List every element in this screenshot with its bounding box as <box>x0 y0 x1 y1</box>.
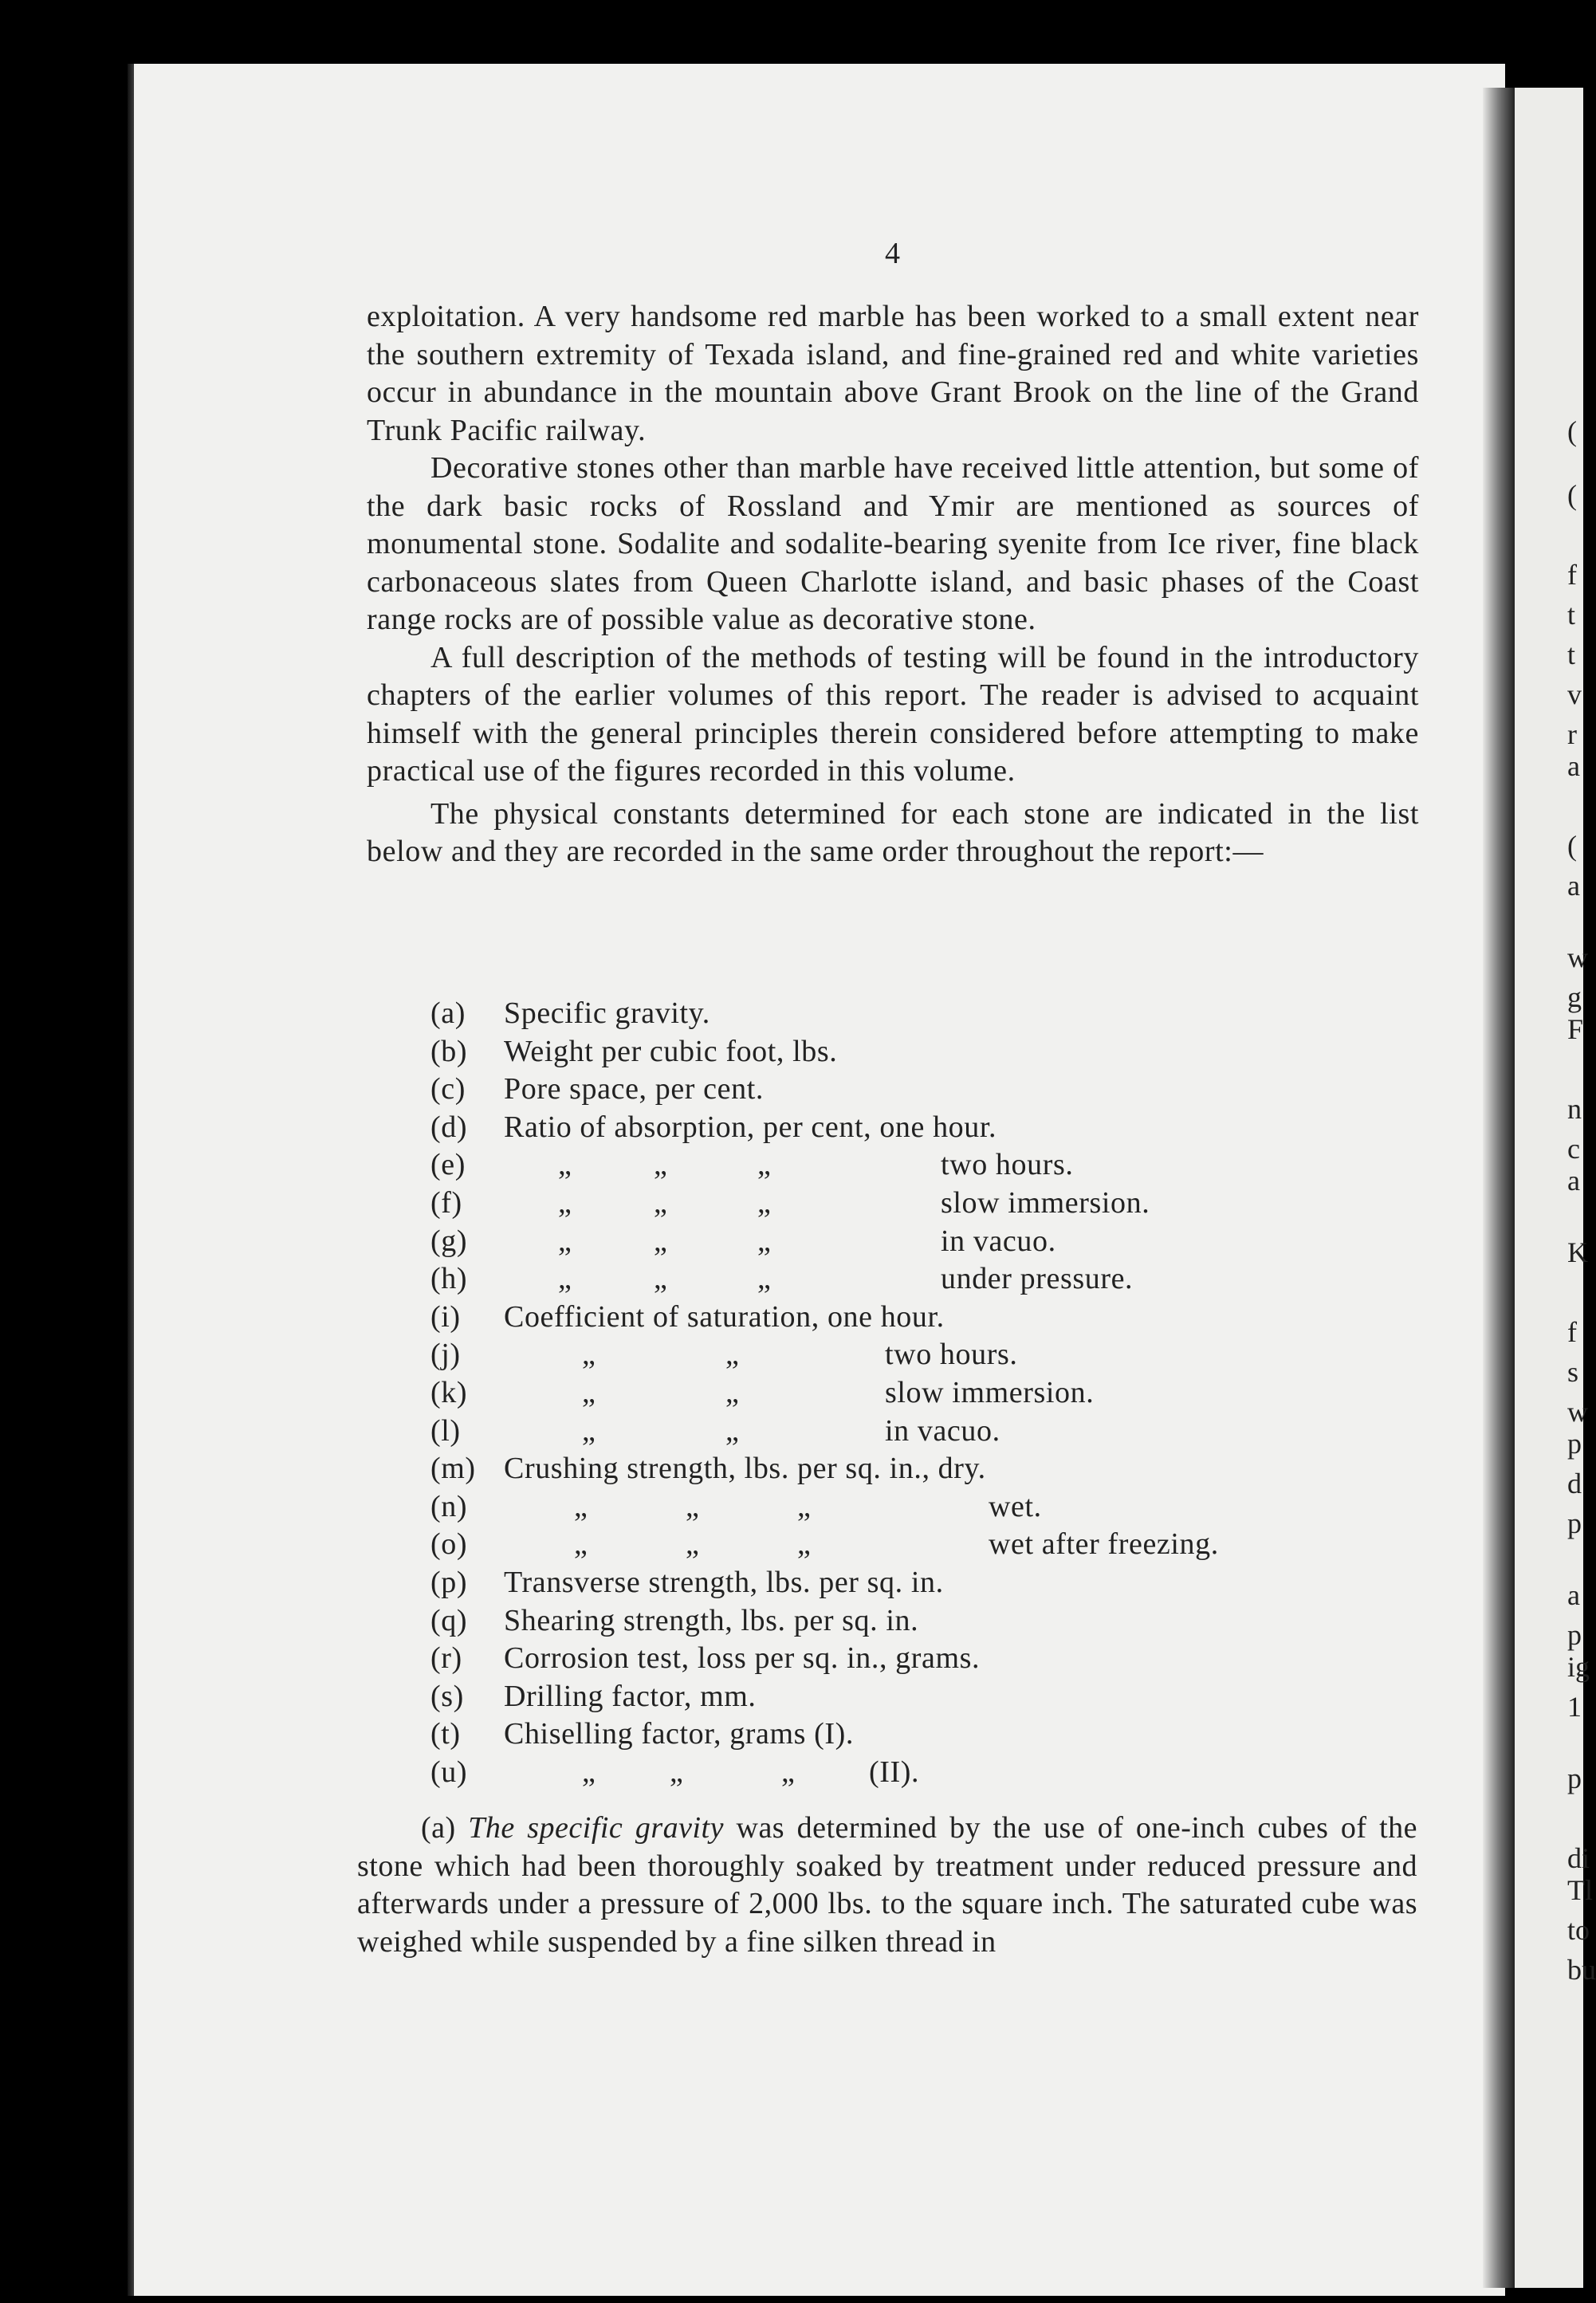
constant-item <box>415 1678 1371 1716</box>
constant-text: Chiselling factor, grams (I). <box>504 1717 855 1751</box>
constant-label: (q) <box>430 1603 468 1637</box>
ditto-mark: „ <box>797 1527 812 1562</box>
facing-page-letter: bu <box>1567 1954 1596 1986</box>
constant-label: (h) <box>430 1262 468 1296</box>
facing-page-letter: f <box>1567 559 1577 591</box>
facing-page-letter: f <box>1567 1316 1577 1348</box>
note-text: was determined by the use of one-inch cubes of the stone which had been thoroughly soaked by treatment under reduced pressure and afterwards under a pressure of 2,000 lbs. to the square inch. The saturated cube was weighed while suspended by a fine silken thread in <box>357 1811 1418 1959</box>
facing-page-letter: p <box>1567 1507 1582 1539</box>
constant-item <box>415 1109 1371 1147</box>
constant-label: (c) <box>430 1072 466 1106</box>
constant-label: (m) <box>430 1452 476 1486</box>
facing-page-letter: ( <box>1567 830 1577 862</box>
constant-label: (p) <box>430 1565 468 1599</box>
facing-page-letter: p <box>1567 1428 1582 1460</box>
paragraph-3: A full description of the methods of testing will be found in the introductory chapters of the earlier volumes of this report. The reader is advised to acquaint himself with the general principles therein considered before attempting to make practical use of the figures recorded in this volume. <box>367 640 1419 788</box>
constant-label: (l) <box>430 1413 461 1448</box>
ditto-mark: „ <box>670 1755 684 1789</box>
ditto-mark: „ <box>558 1224 572 1258</box>
constant-label: (d) <box>430 1110 468 1144</box>
constant-label: (g) <box>430 1224 468 1258</box>
constant-text: slow immersion. <box>941 1185 1150 1220</box>
constant-item <box>415 1450 1371 1488</box>
facing-page-letter: g <box>1567 981 1582 1013</box>
constant-text: Drilling factor, mm. <box>504 1679 757 1713</box>
constant-item <box>415 1071 1371 1109</box>
paragraph-1: exploitation. A very handsome red marble has been worked to a small extent near the southern extremity of Texada island, and fine-grained red and white varieties occur in abundance in the mountain above Grant Brook on the line of the Grand Trunk Pacific railway. <box>367 300 1419 447</box>
note-term: The specific gravity <box>468 1811 724 1845</box>
constant-text: wet after freezing. <box>989 1527 1219 1562</box>
ditto-mark: „ <box>757 1185 772 1220</box>
constant-label: (e) <box>430 1148 466 1182</box>
ditto-mark: „ <box>757 1148 772 1182</box>
constant-item <box>415 1260 1371 1299</box>
facing-page-letter: r <box>1567 718 1577 750</box>
constant-text: in vacuo. <box>941 1224 1056 1258</box>
constant-text: Shearing strength, lbs. per sq. in. <box>504 1603 919 1637</box>
constant-item <box>415 1640 1371 1678</box>
ditto-mark: „ <box>654 1148 668 1182</box>
constant-item <box>415 1033 1371 1071</box>
constant-label: (o) <box>430 1527 468 1562</box>
constant-item <box>415 1185 1371 1223</box>
facing-page-letter: p <box>1567 1763 1582 1794</box>
ditto-mark: „ <box>582 1338 596 1372</box>
ditto-mark: „ <box>574 1489 588 1523</box>
constant-label: (i) <box>430 1299 461 1334</box>
physical-constants-list <box>415 995 1371 1791</box>
ditto-mark: „ <box>582 1375 596 1409</box>
constant-text: Weight per cubic foot, lbs. <box>504 1034 838 1068</box>
facing-page-letter: w <box>1567 941 1588 973</box>
facing-page-letter: d <box>1567 1468 1582 1499</box>
constant-label: (b) <box>430 1034 468 1068</box>
ditto-mark: „ <box>654 1224 668 1258</box>
facing-page-letter: to <box>1567 1914 1590 1946</box>
facing-page-letter: ig <box>1567 1651 1590 1683</box>
paragraph-2: Decorative stones other than marble have received little attention, but some of the dark basic rocks of Rossland and Ymir are mentioned as sources of monumental stone. Sodalite and sodalite-bearing syenite from Ice river, fine black carbonaceous slates from Queen Charlotte island, and basic phases of the Coast range rocks are of possible value as decorative stone. <box>367 451 1419 636</box>
constant-text: wet. <box>989 1489 1042 1523</box>
facing-page-letter: s <box>1567 1356 1579 1388</box>
constant-item <box>415 1564 1371 1602</box>
constant-item <box>415 1754 1371 1792</box>
constant-text: slow immersion. <box>885 1375 1095 1409</box>
ditto-mark: „ <box>686 1527 700 1562</box>
constant-label: (a) <box>430 996 466 1030</box>
constant-item <box>415 1602 1371 1641</box>
note-label: (a) <box>421 1811 456 1845</box>
facing-page-letter: K <box>1567 1236 1588 1268</box>
ditto-mark: „ <box>781 1755 796 1789</box>
constant-label: (u) <box>430 1755 468 1789</box>
facing-page-letter: t <box>1567 599 1576 631</box>
constant-text: Pore space, per cent. <box>504 1072 764 1106</box>
constant-text: two hours. <box>885 1338 1018 1372</box>
facing-page-letter: a <box>1567 750 1580 782</box>
constant-text: Ratio of absorption, per cent, one hour. <box>504 1110 997 1144</box>
page-number: 4 <box>885 237 900 270</box>
facing-page-letter: F <box>1567 1013 1584 1045</box>
constant-item <box>415 1374 1371 1413</box>
facing-page-letter: Tl <box>1567 1874 1593 1906</box>
facing-page-letter: c <box>1567 1133 1580 1165</box>
page-gutter-shadow <box>1483 88 1515 2288</box>
facing-page-letter: a <box>1567 1579 1580 1611</box>
ditto-mark: „ <box>725 1413 740 1448</box>
constant-label: (s) <box>430 1679 464 1713</box>
ditto-mark: „ <box>558 1148 572 1182</box>
constant-item <box>415 1223 1371 1261</box>
constant-item <box>415 1488 1371 1527</box>
ditto-mark: „ <box>574 1527 588 1562</box>
ditto-mark: „ <box>725 1375 740 1409</box>
constant-item <box>415 1336 1371 1374</box>
constant-label: (n) <box>430 1489 468 1523</box>
constant-item <box>415 1526 1371 1564</box>
specific-gravity-paragraph <box>357 1810 1417 1961</box>
constant-text: (II). <box>869 1755 920 1789</box>
facing-page-letter: ( <box>1567 479 1577 511</box>
ditto-mark: „ <box>797 1489 812 1523</box>
constant-text: Crushing strength, lbs. per sq. in., dry. <box>504 1452 986 1486</box>
constant-item <box>415 1715 1371 1754</box>
constant-label: (f) <box>430 1185 462 1220</box>
ditto-mark: „ <box>558 1262 572 1296</box>
ditto-mark: „ <box>558 1185 572 1220</box>
constant-text: two hours. <box>941 1148 1074 1182</box>
facing-page-letter: a <box>1567 870 1580 902</box>
facing-page-letter: t <box>1567 639 1576 670</box>
constant-text: in vacuo. <box>885 1413 1000 1448</box>
facing-page-letter: di <box>1567 1842 1590 1874</box>
ditto-mark: „ <box>757 1262 772 1296</box>
ditto-mark: „ <box>582 1413 596 1448</box>
facing-page-letter: a <box>1567 1165 1580 1197</box>
constant-item <box>415 1299 1371 1337</box>
constant-text: Coefficient of saturation, one hour. <box>504 1299 945 1334</box>
facing-page-letter: w <box>1567 1396 1588 1428</box>
constant-text: Transverse strength, lbs. per sq. in. <box>504 1565 944 1599</box>
facing-page-letter: ( <box>1567 415 1577 447</box>
facing-page-letter: n <box>1567 1093 1582 1125</box>
ditto-mark: „ <box>654 1262 668 1296</box>
constant-label: (t) <box>430 1717 461 1751</box>
body-text <box>367 298 1419 871</box>
ditto-mark: „ <box>654 1185 668 1220</box>
ditto-mark: „ <box>686 1489 700 1523</box>
ditto-mark: „ <box>757 1224 772 1258</box>
constant-label: (j) <box>430 1338 461 1372</box>
constant-label: (r) <box>430 1641 462 1676</box>
ditto-mark: „ <box>582 1755 596 1789</box>
constant-item <box>415 1146 1371 1185</box>
constant-item <box>415 1413 1371 1451</box>
constant-text: Corrosion test, loss per sq. in., grams. <box>504 1641 981 1676</box>
constant-label: (k) <box>430 1375 468 1409</box>
paragraph-4: The physical constants determined for each stone are indicated in the list below and they are recorded in the same order throughout the report:— <box>367 796 1419 868</box>
ditto-mark: „ <box>725 1338 740 1372</box>
facing-page-letter: p <box>1567 1619 1582 1651</box>
facing-page-letter: 1 <box>1567 1691 1582 1723</box>
constant-item <box>415 995 1371 1033</box>
facing-page-letter: v <box>1567 678 1582 710</box>
constant-text: Specific gravity. <box>504 996 710 1030</box>
constant-text: under pressure. <box>941 1262 1134 1296</box>
